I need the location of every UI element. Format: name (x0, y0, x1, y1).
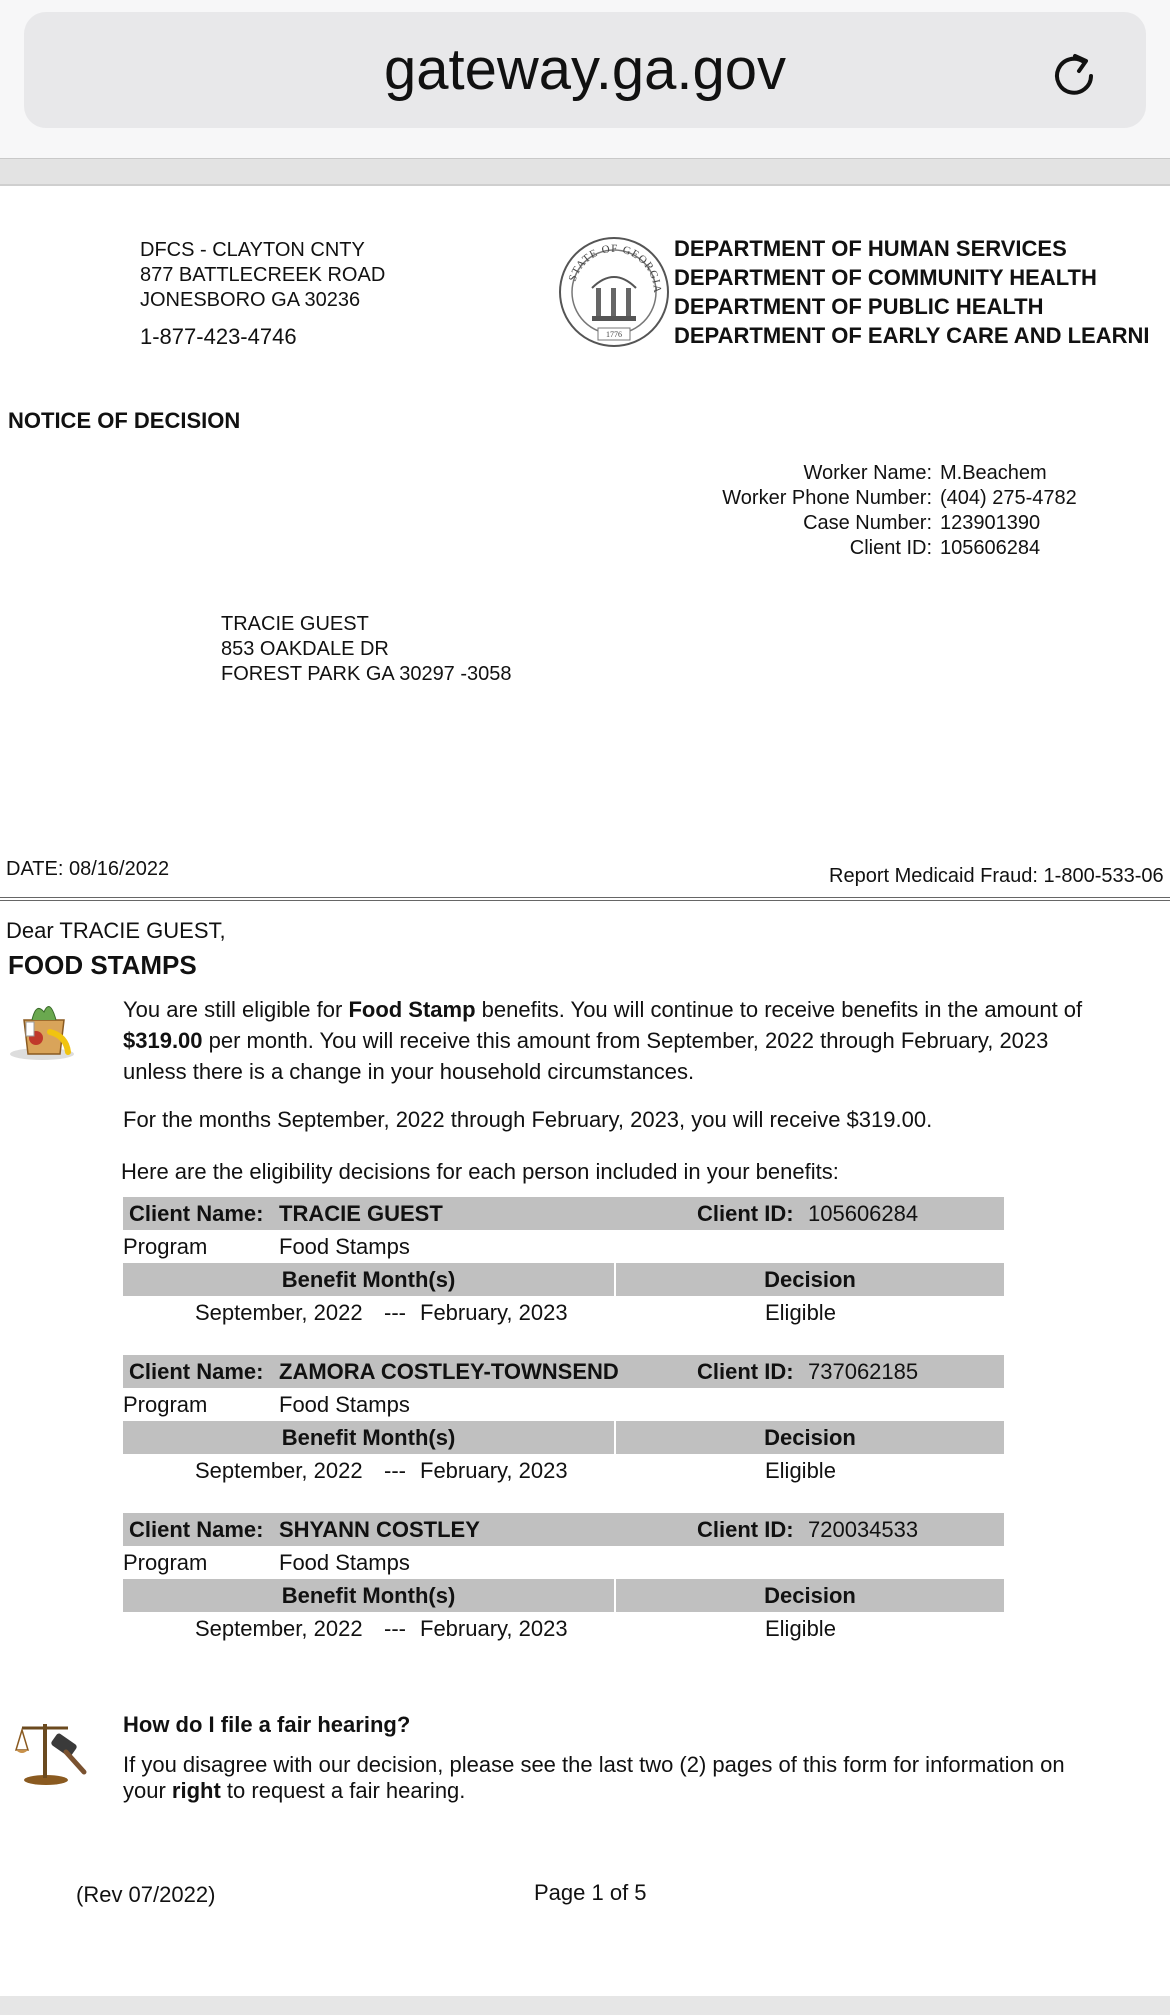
paragraph-bold: Food Stamp (348, 997, 476, 1022)
divider-line (0, 897, 1170, 898)
decision-header: Decision (616, 1421, 1004, 1454)
benefit-amount: $319.00 (123, 1028, 203, 1053)
document-page[interactable] (0, 186, 1170, 1996)
program-name: Food Stamps (279, 1234, 410, 1259)
case-number: 123901390 (940, 512, 1041, 534)
worker-phone: (404) 275-4782 (940, 487, 1077, 509)
column-header-row (123, 1421, 1004, 1454)
browser-toolbar (0, 0, 1170, 158)
client-id: 105606284 (808, 1201, 919, 1226)
decision-row (123, 1454, 1004, 1487)
grocery-bag-icon (6, 992, 84, 1062)
client-id-label: Client ID: (697, 1359, 794, 1384)
program-label: Program (123, 1392, 208, 1417)
decision-row (123, 1296, 1004, 1329)
client-decision-block (123, 1355, 1004, 1487)
client-header-row (123, 1197, 1004, 1230)
program-name: Food Stamps (279, 1392, 410, 1417)
paragraph-text: If you disagree with our decision, please see the last two (2) pages of this form for information on (123, 1752, 1065, 1777)
office-phone: 1-877-423-4746 (140, 324, 297, 349)
benefit-start: September, 2022 (195, 1300, 363, 1325)
client-id: 105606284 (940, 537, 1041, 559)
url-text[interactable]: gateway.ga.gov (384, 37, 786, 102)
decisions-intro: Here are the eligibility decisions for each person included in your benefits: (121, 1159, 839, 1184)
benefit-start: September, 2022 (195, 1458, 363, 1483)
client-header-row (123, 1355, 1004, 1388)
range-separator: --- (384, 1616, 406, 1641)
page-number: Page 1 of 5 (534, 1880, 647, 1905)
client-name-label: Client Name: (129, 1517, 264, 1542)
client-id: 737062185 (808, 1359, 919, 1384)
paragraph-text: to request a fair hearing. (220, 1778, 466, 1803)
benefit-end: February, 2023 (420, 1458, 568, 1483)
client-name: ZAMORA COSTLEY-TOWNSEND (279, 1359, 619, 1384)
department-name: DEPARTMENT OF EARLY CARE AND LEARNI (674, 323, 1150, 348)
program-row (123, 1546, 1004, 1579)
range-separator: --- (384, 1458, 406, 1483)
range-separator: --- (384, 1300, 406, 1325)
office-street: 877 BATTLECREEK ROAD (140, 264, 386, 286)
client-decision-block (123, 1513, 1004, 1645)
benefit-months-header: Benefit Month(s) (123, 1263, 614, 1296)
client-id-label: Client ID: (849, 537, 932, 559)
case-number-label: Case Number: (803, 512, 932, 534)
program-label: Program (123, 1234, 208, 1259)
paragraph-text: You are still eligible for (123, 997, 349, 1022)
notice-date: DATE: 08/16/2022 (6, 858, 170, 880)
department-name: DEPARTMENT OF HUMAN SERVICES (674, 236, 1067, 261)
worker-info (700, 461, 1077, 561)
client-name: SHYANN COSTLEY (279, 1517, 480, 1542)
paragraph-text: your (123, 1778, 172, 1803)
divider-line (0, 900, 1170, 901)
program-title: FOOD STAMPS (8, 950, 197, 980)
decision-header: Decision (616, 1263, 1004, 1296)
paragraph-bold: right (171, 1778, 221, 1803)
benefit-months-header: Benefit Month(s) (123, 1579, 614, 1612)
client-name-label: Client Name: (129, 1359, 264, 1384)
client-id-label: Client ID: (697, 1517, 794, 1542)
address-bar[interactable] (24, 12, 1146, 128)
eligibility-paragraph (123, 994, 1133, 1087)
program-name: Food Stamps (279, 1550, 410, 1575)
client-name-label: Client Name: (129, 1201, 264, 1226)
office-name: DFCS - CLAYTON CNTY (140, 239, 365, 261)
fraud-hotline: Report Medicaid Fraud: 1-800-533-06 (829, 865, 1164, 887)
benefit-end: February, 2023 (420, 1300, 568, 1325)
toolbar-divider (0, 158, 1170, 186)
recipient-city: FOREST PARK GA 30297 -3058 (221, 663, 512, 685)
department-name: DEPARTMENT OF PUBLIC HEALTH (674, 294, 1044, 319)
months-paragraph: For the months September, 2022 through February, 2023, you will receive $319.00. (123, 1107, 933, 1132)
benefit-months-header: Benefit Month(s) (123, 1421, 614, 1454)
worker-phone-label: Worker Phone Number: (722, 487, 932, 509)
notice-title: NOTICE OF DECISION (8, 408, 241, 433)
recipient-name: TRACIE GUEST (221, 613, 369, 635)
seal-year: 1776 (606, 330, 622, 339)
client-id-label: Client ID: (697, 1201, 794, 1226)
department-list (674, 234, 1149, 350)
office-address (140, 238, 385, 313)
paragraph-text: unless there is a change in your household circumstances. (123, 1059, 695, 1084)
fair-hearing-title: How do I file a fair hearing? (123, 1712, 411, 1737)
benefit-end: February, 2023 (420, 1616, 568, 1641)
column-header-row (123, 1263, 1004, 1296)
seal-text: STATE OF GEORGIA (566, 242, 664, 295)
decision-value: Eligible (765, 1616, 836, 1641)
column-header-row (123, 1579, 1004, 1612)
greeting: Dear TRACIE GUEST, (6, 918, 226, 943)
program-row (123, 1230, 1004, 1263)
gavel-scales-icon (12, 1710, 92, 1786)
department-name: DEPARTMENT OF COMMUNITY HEALTH (674, 265, 1097, 290)
client-name: TRACIE GUEST (279, 1201, 443, 1226)
paragraph-text: benefits. You will continue to receive benefits in the amount of (475, 997, 1083, 1022)
client-header-row (123, 1513, 1004, 1546)
page-gap (0, 1996, 1170, 2015)
recipient-address (221, 612, 512, 687)
paragraph-text: per month. You will receive this amount from September, 2022 through February, 2023 (202, 1028, 1049, 1053)
worker-name: M.Beachem (940, 462, 1047, 484)
revision-label: (Rev 07/2022) (76, 1882, 216, 1907)
benefit-start: September, 2022 (195, 1616, 363, 1641)
program-row (123, 1388, 1004, 1421)
decision-header: Decision (616, 1579, 1004, 1612)
worker-name-label: Worker Name: (803, 462, 932, 484)
decision-value: Eligible (765, 1300, 836, 1325)
program-label: Program (123, 1550, 208, 1575)
recipient-street: 853 OAKDALE DR (221, 638, 389, 660)
office-city: JONESBORO GA 30236 (140, 289, 361, 311)
decision-value: Eligible (765, 1458, 836, 1483)
reload-icon[interactable] (1044, 46, 1104, 106)
client-id: 720034533 (808, 1517, 919, 1542)
georgia-seal-icon (558, 236, 670, 348)
client-decision-block (123, 1197, 1004, 1329)
decision-row (123, 1612, 1004, 1645)
fair-hearing-text (123, 1752, 1133, 1804)
